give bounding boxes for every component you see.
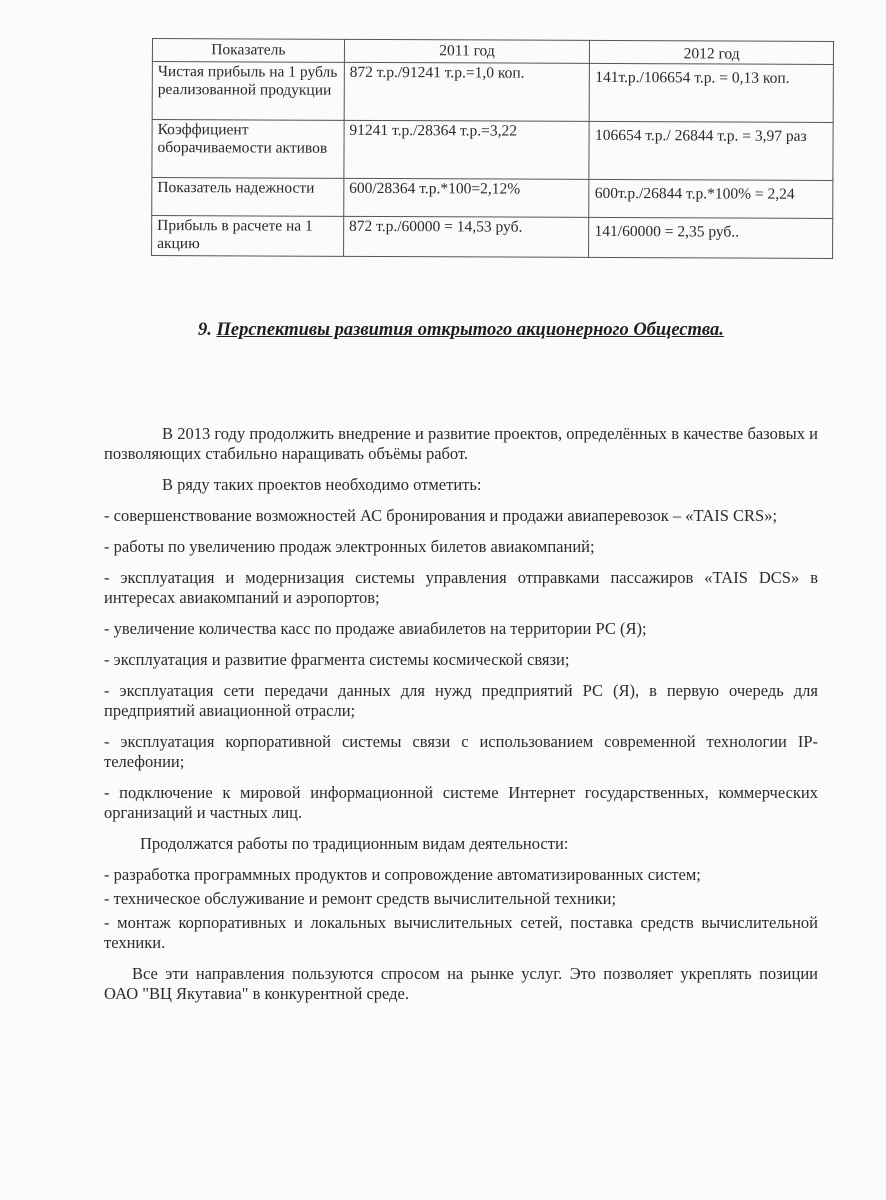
section-title: Перспективы развития открытого акционерного Общества. [216,320,724,340]
table-header-row [152,39,833,65]
list-item: - увеличение количества касс по продаже авиабилетов на территории РС (Я); [104,619,647,638]
cell-indicator: Показатель надежности [152,178,344,217]
table-row [152,178,833,219]
header-2012-label: 2012 год [683,45,740,63]
cell-indicator: Чистая прибыль на 1 рубль реализованной продукции [152,62,344,121]
list-item: - подключение к мировой информационной системе Интернет государственных, коммерческих организаций и частных лиц. [104,783,818,822]
cell-2011: 872 т.р./60000 = 14,53 руб. [343,216,589,257]
body-text [104,424,818,1015]
cell-2012 [590,63,834,122]
list-item: - работы по увеличению продаж электронных билетов авиакомпаний; [104,537,595,556]
cell-2012-value: 106654 т.р./ 26844 т.р. = 3,97 раз [594,126,807,145]
table-row [152,216,833,259]
cell-2012-value: 141т.р./106654 т.р. = 0,13 коп. [595,68,790,87]
section-number: 9. [198,320,212,340]
list-item: - эксплуатация сети передачи данных для нужд предприятий РС (Я), в первую очередь для предприятий авиационной отрасли; [104,681,818,720]
cell-2012 [589,121,833,180]
list-item: - техническое обслуживание и ремонт средств вычислительной техники; [104,889,617,908]
header-2011: 2011 год [344,39,590,63]
cell-2012 [589,217,833,258]
financial-indicators-table [151,38,834,259]
list-item: - эксплуатация и развитие фрагмента системы космической связи; [104,650,570,669]
traditional-lead: Продолжатся работы по традиционным видам деятельности: [140,834,569,853]
header-2012 [590,40,834,64]
conclusion-paragraph: Все эти направления пользуются спросом на рынке услуг. Это позволяет укреплять позиции ОАО "ВЦ Якутавиа" в конкурентной среде. [104,964,818,1003]
list-item: - монтаж корпоративных и локальных вычислительных сетей, поставка средств вычислительной техники. [104,913,818,952]
cell-2011: 600/28364 т.р.*100=2,12% [344,178,590,217]
cell-2011: 872 т.р./91241 т.р.=1,0 коп. [344,62,590,121]
table-row [152,120,833,181]
list-item: - эксплуатация корпоративной системы связи с использованием современной технологии IP-телефонии; [104,732,818,771]
cell-indicator: Коэффициент оборачиваемости активов [152,120,344,179]
table-row [152,62,833,123]
header-indicator: Показатель [152,39,344,63]
list-item: - разработка программных продуктов и сопровождение автоматизированных систем; [104,865,701,884]
cell-2011: 91241 т.р./28364 т.р.=3,22 [344,120,590,179]
cell-indicator: Прибыль в расчете на 1 акцию [152,216,344,257]
cell-2012 [589,179,833,218]
list-item: - совершенствование возможностей АС бронирования и продажи авиаперевозок – «TAIS CRS»; [104,506,778,525]
list-item: - эксплуатация и модернизация системы управления отправками пассажиров «TAIS DCS» в интересах авиакомпаний и аэропортов; [104,568,818,607]
cell-2012-value: 600т.р./26844 т.р.*100% = 2,24 [594,184,795,203]
projects-lead: В ряду таких проектов необходимо отметить: [162,475,482,494]
cell-2012-value: 141/60000 = 2,35 руб.. [594,222,740,241]
intro-paragraph: В 2013 году продолжить внедрение и развитие проектов, определённых в качестве базовых и позволяющих стабильно наращивать объёмы работ. [104,424,818,463]
section-heading [198,320,724,341]
